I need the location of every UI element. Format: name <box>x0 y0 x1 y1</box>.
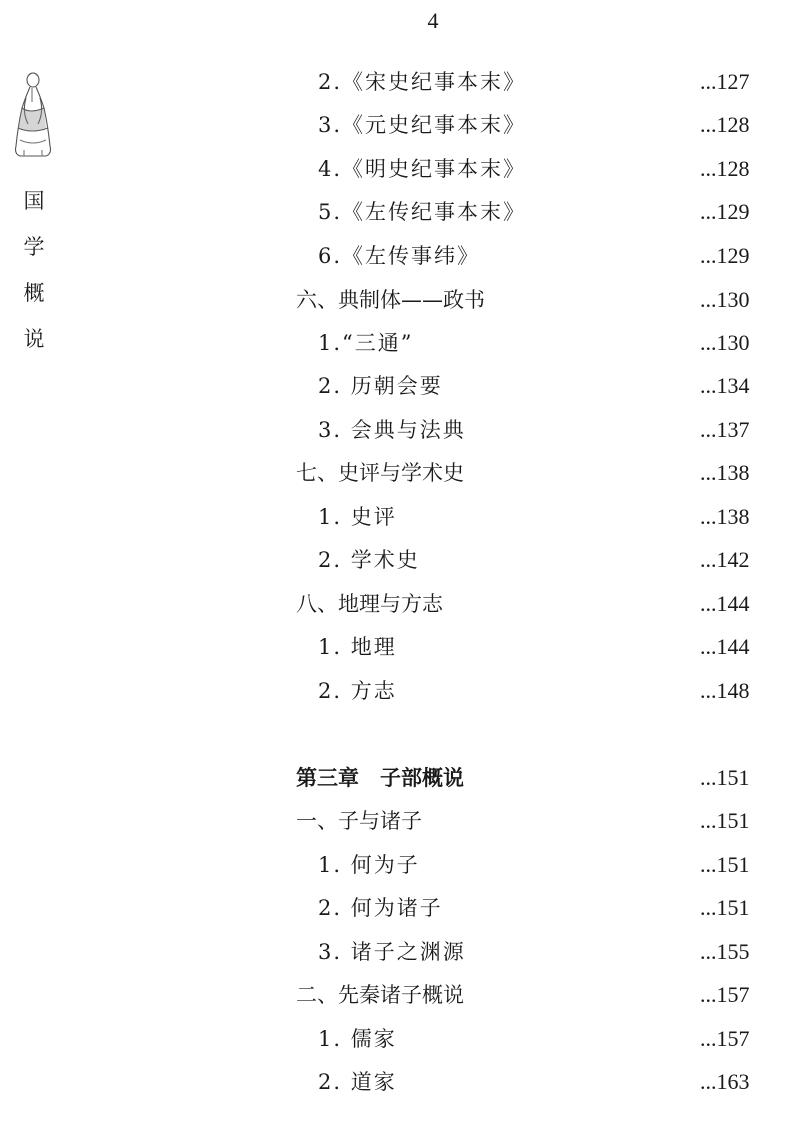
toc-entry-page: ...138 <box>700 504 750 529</box>
toc-entry[interactable] <box>0 629 800 665</box>
toc-entry-page: ...130 <box>700 330 750 355</box>
toc-entry[interactable] <box>0 368 800 404</box>
toc-entry[interactable] <box>0 107 800 143</box>
toc-entry-label: 1. 史评 <box>318 505 397 529</box>
toc-entry-label: 6.《左传事纬》 <box>318 244 481 268</box>
side-title-char: 概 <box>23 281 45 305</box>
toc-section-page: ...151 <box>700 808 750 833</box>
toc-entry-page: ...163 <box>700 1069 750 1094</box>
toc-entry-page: ...144 <box>700 634 750 659</box>
toc-entry[interactable] <box>0 238 800 274</box>
toc-section[interactable] <box>0 977 800 1013</box>
toc-entry-label: 2.《宋史纪事本末》 <box>318 70 527 94</box>
side-title-char: 学 <box>23 235 45 259</box>
toc-entry-page: ...129 <box>700 243 750 268</box>
toc-entry-label: 3. 诸子之渊源 <box>318 940 466 964</box>
toc-entry-page: ...151 <box>700 852 750 877</box>
toc-section[interactable] <box>0 282 800 318</box>
toc-entry-page: ...128 <box>700 112 750 137</box>
toc-entry[interactable] <box>0 499 800 535</box>
toc-section-page: ...138 <box>700 460 750 485</box>
toc-entry-label: 2. 何为诸子 <box>318 896 443 920</box>
toc-entry[interactable] <box>0 194 800 230</box>
toc-entry-label: 1. 何为子 <box>318 853 420 877</box>
side-title-char: 国 <box>23 189 45 213</box>
toc-entry[interactable] <box>0 847 800 883</box>
toc-entry-label: 2. 道家 <box>318 1070 397 1094</box>
toc-entry[interactable] <box>0 1021 800 1057</box>
toc-entry[interactable] <box>0 64 800 100</box>
toc-entry[interactable] <box>0 542 800 578</box>
toc-entry-page: ...134 <box>700 373 750 398</box>
toc-entry-label: 4.《明史纪事本末》 <box>318 157 527 181</box>
toc-entry-label: 5.《左传纪事本末》 <box>318 200 527 224</box>
toc-entry[interactable] <box>0 934 800 970</box>
toc-chapter-page: ...151 <box>700 765 750 790</box>
toc-entry-page: ...142 <box>700 547 750 572</box>
toc-section-label: 二、先秦诸子概说 <box>296 983 464 1007</box>
toc-entry[interactable] <box>0 151 800 187</box>
toc-chapter-label: 第三章 子部概说 <box>296 765 464 790</box>
toc-entry-page: ...148 <box>700 678 750 703</box>
toc-section[interactable] <box>0 803 800 839</box>
toc-entry-label: 1.“三通” <box>318 331 414 355</box>
page-number: 4 <box>427 8 439 33</box>
toc-chapter[interactable] <box>0 760 800 796</box>
toc-entry-label: 2. 历朝会要 <box>318 374 443 398</box>
toc-section-label: 八、地理与方志 <box>296 592 443 616</box>
toc-entry-label: 3. 会典与法典 <box>318 418 466 442</box>
toc-entry-page: ...128 <box>700 156 750 181</box>
toc-entry-label: 3.《元史纪事本末》 <box>318 113 527 137</box>
toc-entry-label: 1. 地理 <box>318 635 397 659</box>
toc-entry-page: ...137 <box>700 417 750 442</box>
toc-section[interactable] <box>0 586 800 622</box>
toc-entry-page: ...157 <box>700 1026 750 1051</box>
toc-section[interactable] <box>0 455 800 491</box>
toc-entry-label: 1. 儒家 <box>318 1027 397 1051</box>
toc-entry[interactable] <box>0 673 800 709</box>
toc-section-label: 六、典制体——政书 <box>296 288 485 312</box>
toc-entry-page: ...155 <box>700 939 750 964</box>
toc-entry[interactable] <box>0 325 800 361</box>
toc-entry[interactable] <box>0 890 800 926</box>
toc-entry-label: 2. 学术史 <box>318 548 420 572</box>
toc-entry-label: 2. 方志 <box>318 679 397 703</box>
toc-entry-page: ...151 <box>700 895 750 920</box>
toc-section-label: 一、子与诸子 <box>296 809 422 833</box>
toc-entry-page: ...129 <box>700 199 750 224</box>
toc-section-page: ...157 <box>700 982 750 1007</box>
side-title-char: 说 <box>23 327 45 351</box>
toc-section-label: 七、史评与学术史 <box>296 461 464 485</box>
toc-section-page: ...144 <box>700 591 750 616</box>
toc-section-page: ...130 <box>700 287 750 312</box>
toc-entry[interactable] <box>0 412 800 448</box>
toc-entry[interactable] <box>0 1064 800 1100</box>
toc-entry-page: ...127 <box>700 69 750 94</box>
